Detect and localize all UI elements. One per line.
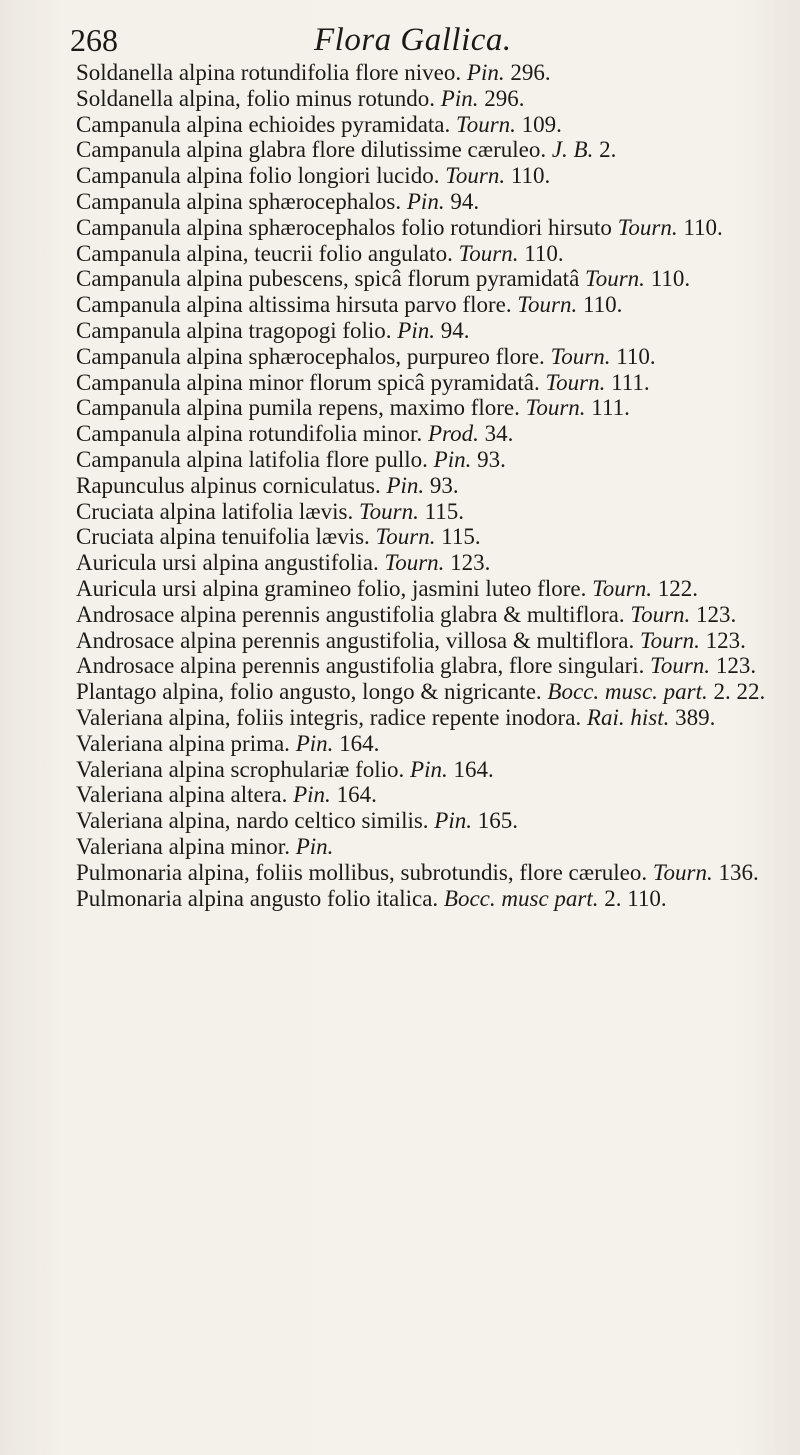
entry-reference: Tourn. xyxy=(550,343,611,369)
entry-name: Campanula alpina pumila repens, maximo flore. xyxy=(76,395,520,421)
list-entry xyxy=(76,447,786,473)
list-entry xyxy=(76,782,786,808)
entry-name: Campanula alpina rotundifolia minor. xyxy=(76,421,423,447)
entry-name: Campanula alpina tragopogi folio. xyxy=(76,317,392,343)
entry-name: Rapunculus alpinus corniculatus. xyxy=(76,472,381,498)
entry-reference: Tourn. xyxy=(630,601,691,627)
entry-citation: 110. xyxy=(616,343,656,369)
list-entry xyxy=(76,576,786,602)
entry-citation: 110. xyxy=(650,266,691,292)
entry-reference: Tourn. xyxy=(640,627,700,653)
entry-citation: 123. xyxy=(696,601,737,627)
list-entry xyxy=(76,473,786,499)
entry-citation: 296. xyxy=(484,85,525,111)
entry-citation: 164. xyxy=(339,730,380,756)
entry-name: Campanula alpina glabra flore dilutissime cæruleo. xyxy=(76,137,547,163)
entry-reference: Tourn. xyxy=(592,575,652,601)
entry-name: Auricula ursi alpina gramineo folio, jasmini luteo flore. xyxy=(76,575,587,601)
entry-reference: Tourn. xyxy=(358,498,419,524)
list-entry xyxy=(76,395,786,421)
entry-name: Campanula alpina minor florum spicâ pyramidatâ. xyxy=(76,369,540,395)
list-entry xyxy=(76,266,786,292)
entry-citation: 123. xyxy=(450,550,491,576)
entry-citation: 34. xyxy=(484,421,514,447)
entry-citation: 93. xyxy=(429,472,459,498)
entry-name: Androsace alpina perennis angustifolia glabra & multiflora. xyxy=(76,601,625,627)
entry-citation: 111. xyxy=(591,395,630,421)
page-header xyxy=(70,18,770,58)
list-entry xyxy=(76,550,786,576)
list-entry xyxy=(76,886,786,912)
list-entry xyxy=(76,499,786,525)
list-entry xyxy=(76,370,786,396)
entry-citation: 2. 22. xyxy=(713,679,766,705)
list-entry xyxy=(76,602,786,628)
entry-citation: 94. xyxy=(440,317,470,343)
entry-reference: Pin. xyxy=(295,730,334,756)
entry-citation: 110. xyxy=(510,163,551,189)
entry-reference: Pin. xyxy=(434,808,472,834)
entry-citation: 136. xyxy=(718,859,759,885)
entry-name: Valeriana alpina, nardo celtico similis. xyxy=(76,808,429,834)
entry-name: Campanula alpina latifolia flore pullo. xyxy=(76,446,428,472)
list-entry xyxy=(76,112,786,138)
entry-citation: 296. xyxy=(510,60,551,85)
entry-name: Soldanella alpina, folio minus rotundo. xyxy=(76,85,436,111)
list-entry xyxy=(76,860,786,886)
entry-reference: Tourn. xyxy=(585,266,645,292)
entry-reference: Pin. xyxy=(386,472,425,498)
list-entry xyxy=(76,757,786,783)
entry-citation: 109. xyxy=(521,111,562,137)
entry-name: Campanula alpina sphærocephalos. xyxy=(76,188,402,214)
entry-citation: 110. xyxy=(683,214,723,240)
entry-citation: 93. xyxy=(477,446,506,472)
entry-citation: 111. xyxy=(611,369,650,395)
list-entry xyxy=(76,86,786,112)
entry-name: Auricula ursi alpina angustifolia. xyxy=(76,550,379,576)
list-entry xyxy=(76,705,786,731)
entry-citation: 165. xyxy=(477,808,518,834)
entry-citation: 115. xyxy=(441,524,481,550)
entry-reference: Pin. xyxy=(440,85,479,111)
entry-citation: 122. xyxy=(657,575,698,601)
entry-name: Campanula alpina sphærocephalos folio rotundiori hirsuto xyxy=(76,214,612,240)
list-entry xyxy=(76,241,786,267)
entry-citation: 164. xyxy=(336,782,377,808)
entry-name: Valeriana alpina scrophulariæ folio. xyxy=(76,756,405,782)
entry-name: Valeriana alpina prima. xyxy=(76,730,290,756)
entry-name: Cruciata alpina latifolia lævis. xyxy=(76,498,354,524)
list-entry xyxy=(76,318,786,344)
list-entry xyxy=(76,628,786,654)
entry-name: Campanula alpina pubescens, spicâ florum pyramidatâ xyxy=(76,266,580,292)
entry-name: Soldanella alpina rotundifolia flore niveo. xyxy=(76,60,462,85)
entry-reference: Rai. hist. xyxy=(586,704,670,730)
entry-name: Campanula alpina sphærocephalos, purpureo flore. xyxy=(76,343,545,369)
list-entry xyxy=(76,421,786,447)
entry-name: Campanula alpina folio longiori lucido. xyxy=(76,163,440,189)
entry-reference: Bocc. musc. part. xyxy=(547,679,708,705)
plant-list xyxy=(76,60,786,911)
entry-citation: 2. xyxy=(599,137,617,163)
entry-reference: J. B. xyxy=(551,137,594,163)
entry-name: Androsace alpina perennis angustifolia glabra, flore singulari. xyxy=(76,653,645,679)
entry-reference: Tourn. xyxy=(375,524,436,550)
entry-reference: Pin. xyxy=(293,782,331,808)
list-entry xyxy=(76,60,786,86)
entry-reference: Prod. xyxy=(427,421,479,447)
list-entry xyxy=(76,137,786,163)
entry-reference: Tourn. xyxy=(384,550,445,576)
entry-name: Campanula alpina, teucrii folio angulato. xyxy=(76,240,453,266)
list-entry xyxy=(76,731,786,757)
list-entry xyxy=(76,679,786,705)
entry-reference: Pin. xyxy=(397,317,435,343)
running-title: Flora Gallica. xyxy=(314,22,512,58)
entry-citation: 110. xyxy=(583,292,623,318)
entry-name: Pulmonaria alpina, foliis mollibus, subrotundis, flore cæruleo. xyxy=(76,859,648,885)
list-entry xyxy=(76,163,786,189)
entry-name: Androsace alpina perennis angustifolia, villosa & multiflora. xyxy=(76,627,635,653)
entry-reference: Pin. xyxy=(410,756,448,782)
entry-reference: Tourn. xyxy=(617,214,678,240)
entry-name: Pulmonaria alpina angusto folio italica. xyxy=(76,885,439,911)
list-entry xyxy=(76,344,786,370)
entry-reference: Tourn. xyxy=(545,369,606,395)
entry-citation: 2. 110. xyxy=(604,885,667,911)
entry-citation: 389. xyxy=(675,704,716,730)
list-entry xyxy=(76,834,786,860)
entry-reference: Tourn. xyxy=(525,395,586,421)
entry-name: Campanula alpina echioides pyramidata. xyxy=(76,111,451,137)
entry-name: Valeriana alpina altera. xyxy=(76,782,288,808)
entry-name: Plantago alpina, folio angusto, longo & nigricante. xyxy=(76,679,542,705)
entry-citation: 115. xyxy=(424,498,464,524)
entry-reference: Pin. xyxy=(466,60,505,85)
entry-citation: 164. xyxy=(453,756,494,782)
entry-name: Valeriana alpina, foliis integris, radice repente inodora. xyxy=(76,704,582,730)
entry-name: Cruciata alpina tenuifolia lævis. xyxy=(76,524,370,550)
entry-reference: Bocc. musc part. xyxy=(443,885,599,911)
entry-reference: Pin. xyxy=(295,833,334,859)
list-entry xyxy=(76,524,786,550)
entry-reference: Tourn. xyxy=(652,859,713,885)
entry-reference: Tourn. xyxy=(445,163,506,189)
entry-citation: 110. xyxy=(524,240,564,266)
entry-reference: Tourn. xyxy=(458,240,519,266)
list-entry xyxy=(76,215,786,241)
entry-name: Campanula alpina altissima hirsuta parvo flore. xyxy=(76,292,512,318)
list-entry xyxy=(76,808,786,834)
entry-reference: Pin. xyxy=(406,188,445,214)
page-number: 268 xyxy=(70,22,118,58)
entry-reference: Pin. xyxy=(433,446,472,472)
list-entry xyxy=(76,653,786,679)
entry-reference: Tourn. xyxy=(650,653,711,679)
list-entry xyxy=(76,189,786,215)
entry-citation: 94. xyxy=(450,188,480,214)
entry-citation: 123. xyxy=(705,627,746,653)
entry-reference: Tourn. xyxy=(456,111,516,137)
entry-reference: Tourn. xyxy=(517,292,578,318)
entry-name: Valeriana alpina minor. xyxy=(76,833,290,859)
list-entry xyxy=(76,292,786,318)
entry-citation: 123. xyxy=(715,653,757,679)
